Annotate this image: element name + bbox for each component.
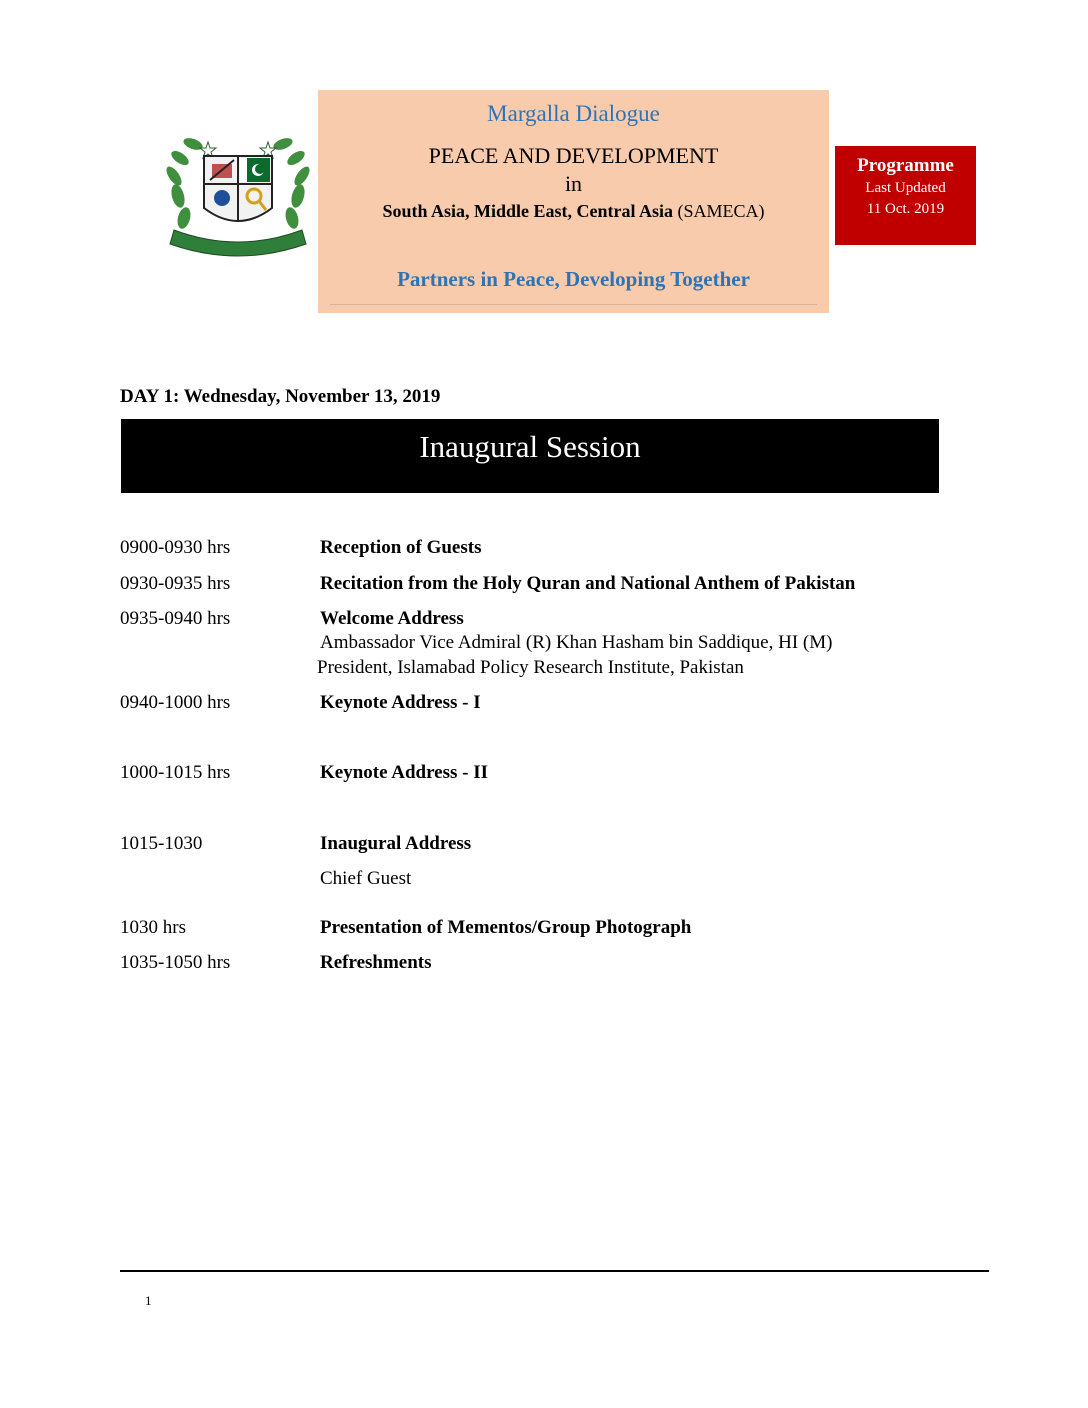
schedule-title: Recitation from the Holy Quran and National Anthem of Pakistan bbox=[320, 573, 856, 594]
schedule-time: 1035-1050 hrs bbox=[120, 952, 231, 973]
page-number: 1 bbox=[145, 1293, 152, 1308]
header-divider bbox=[330, 304, 817, 305]
schedule-time: 0930-0935 hrs bbox=[120, 573, 231, 594]
programme-badge-updated-label: Last Updated bbox=[865, 180, 946, 196]
schedule-time: 1000-1015 hrs bbox=[120, 762, 231, 783]
schedule-row bbox=[0, 833, 1088, 859]
schedule-title: Keynote Address - II bbox=[320, 762, 489, 783]
schedule-detail-row bbox=[0, 632, 1088, 658]
session-banner bbox=[121, 419, 939, 493]
event-tagline: Partners in Peace, Developing Together bbox=[397, 267, 750, 291]
schedule-row bbox=[0, 573, 1088, 599]
event-brand: Margalla Dialogue bbox=[487, 101, 660, 126]
schedule-time: 0940-1000 hrs bbox=[120, 692, 231, 713]
day-heading: DAY 1: Wednesday, November 13, 2019 bbox=[120, 386, 441, 407]
event-region-suffix: (SAMECA) bbox=[673, 201, 765, 221]
schedule-title: Presentation of Mementos/Group Photograph bbox=[320, 917, 692, 938]
schedule-row bbox=[0, 608, 1088, 634]
event-region-name: South Asia, Middle East, Central Asia bbox=[382, 201, 674, 221]
schedule-title: Refreshments bbox=[320, 952, 432, 973]
event-title: PEACE AND DEVELOPMENT bbox=[428, 143, 719, 168]
programme-badge bbox=[835, 146, 976, 245]
ipri-crest-logo-icon bbox=[160, 126, 316, 270]
schedule-row bbox=[0, 537, 1088, 563]
event-title-connector: in bbox=[564, 171, 583, 196]
schedule-row bbox=[0, 762, 1088, 788]
schedule-title: Inaugural Address bbox=[320, 833, 472, 854]
speaker-name: Chief Guest bbox=[320, 868, 412, 889]
schedule-time: 1030 hrs bbox=[120, 917, 186, 938]
schedule-row bbox=[0, 917, 1088, 943]
schedule-title: Reception of Guests bbox=[320, 537, 482, 558]
speaker-designation: President, Islamabad Policy Research Institute, Pakistan bbox=[317, 657, 744, 678]
programme-badge-title: Programme bbox=[857, 155, 954, 176]
session-title: Inaugural Session bbox=[419, 429, 641, 464]
event-region bbox=[318, 201, 829, 222]
speaker-name: Ambassador Vice Admiral (R) Khan Hasham bin Saddique, HI (M) bbox=[320, 632, 833, 653]
schedule-detail-row bbox=[0, 868, 1088, 894]
footer-divider bbox=[120, 1270, 989, 1272]
schedule-time: 1015-1030 bbox=[120, 833, 203, 854]
schedule-detail-row bbox=[0, 657, 1088, 683]
schedule-time: 0935-0940 hrs bbox=[120, 608, 231, 629]
schedule-time: 0900-0930 hrs bbox=[120, 537, 231, 558]
programme-badge-updated-date: 11 Oct. 2019 bbox=[866, 201, 945, 217]
schedule-row bbox=[0, 952, 1088, 978]
schedule-row bbox=[0, 692, 1088, 718]
event-header bbox=[318, 90, 829, 313]
schedule-title: Welcome Address bbox=[320, 608, 464, 629]
schedule-title: Keynote Address - I bbox=[320, 692, 481, 713]
